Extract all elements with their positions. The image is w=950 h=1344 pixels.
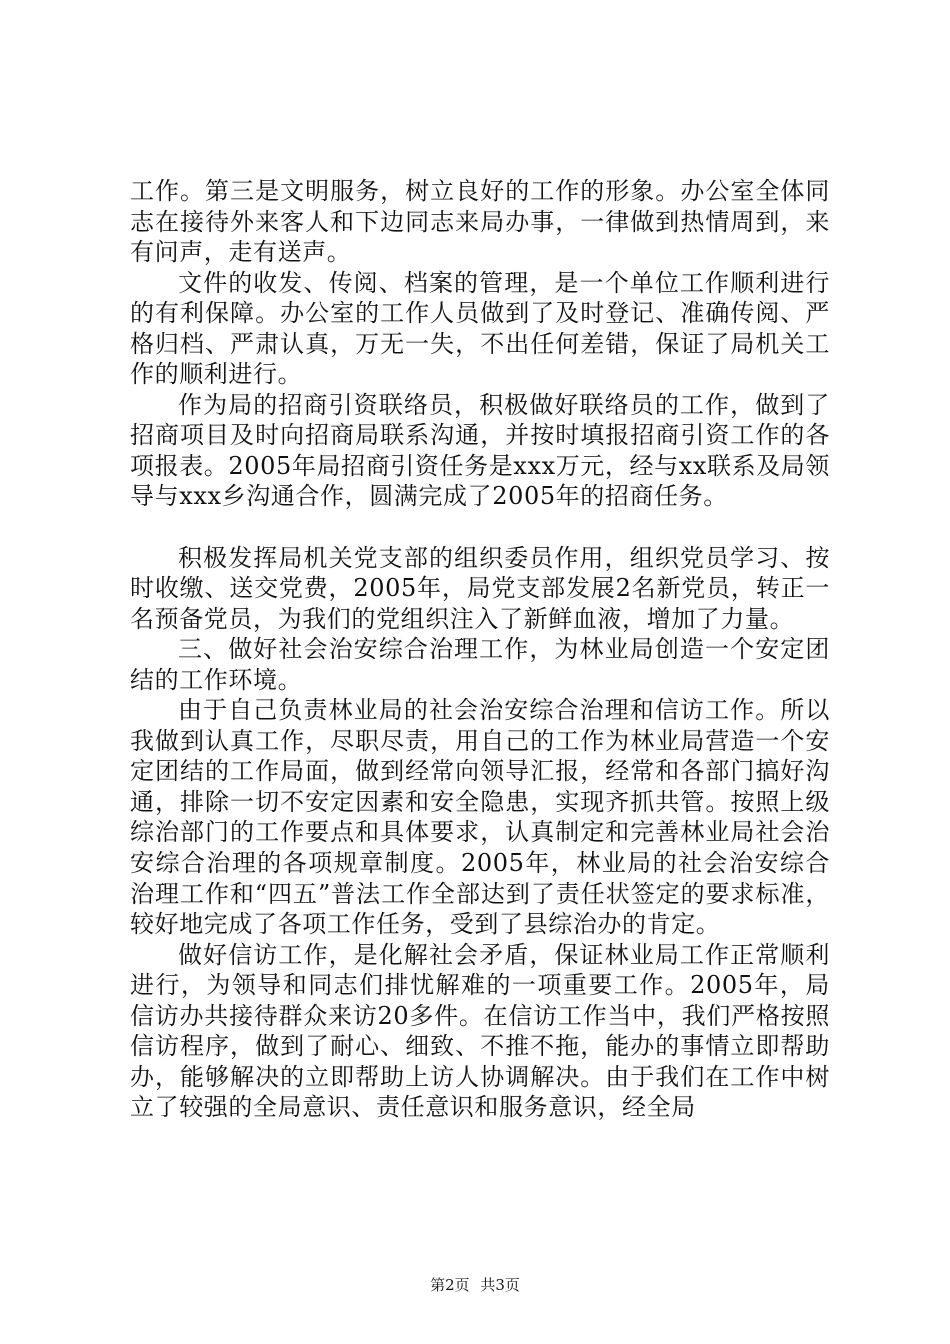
paragraph-4: 积极发挥局机关党支部的组织委员作用，组织党员学习、按时收缴、送交党费，2005年，局党支部发展2名新党员，转正一名预备党员，为我们的党组织注入了新鲜血液，增加了力量。 [130, 543, 830, 633]
paragraph-1: 工作。第三是文明服务，树立良好的工作的形象。办公室全体同志在接待外来客人和下边同志来局办事，一律做到热情周到，来有问声，走有送声。 [130, 177, 830, 267]
paragraph-7: 做好信访工作，是化解社会矛盾，保证林业局工作正常顺利进行，为领导和同志们排忧解难的一项重要工作。2005年，局信访办共接待群众来访20多件。在信访工作当中，我们严格按照信访程序，做到了耐心、细致、不推不拖，能办的事情立即帮助办，能够解决的立即帮助上访人协调解决。由于我们在工作中树立了较强的全局意识、责任意识和服务意识，经全局 [130, 940, 830, 1122]
paragraph-3: 作为局的招商引资联络员，积极做好联络员的工作，做到了招商项目及时向招商局联系沟通，并按时填报招商引资工作的各项报表。2005年局招商引资任务是xxx万元，经与xx联系及局领导与xxx乡沟通合作，圆满完成了2005年的招商任务。 [130, 390, 830, 511]
blank-line [130, 512, 830, 543]
section-heading: 三、做好社会治安综合治理工作，为林业局创造一个安定团结的工作环境。 [130, 635, 830, 694]
document-body [130, 176, 830, 1123]
paragraph-2: 文件的收发、传阅、档案的管理，是一个单位工作顺利进行的有利保障。办公室的工作人员做到了及时登记、准确传阅、严格归档、严肃认真，万无一失，不出任何差错，保证了局机关工作的顺利进行。 [130, 268, 830, 389]
page-total: 共3页 [480, 1276, 520, 1294]
page-footer [0, 1274, 950, 1295]
page-number: 第2页 [430, 1276, 470, 1294]
paragraph-6: 由于自己负责林业局的社会治安综合治理和信访工作。所以我做到认真工作，尽职尽责，用自己的工作为林业局营造一个安定团结的工作局面，做到经常向领导汇报，经常和各部门搞好沟通，排除一切不安定因素和安全隐患，实现齐抓共管。按照上级综治部门的工作要点和具体要求，认真制定和完善林业局社会治安综合治理的各项规章制度。2005年，林业局的社会治安综合治理工作和“四五”普法工作全部达到了责任状签定的要求标准，较好地完成了各项工作任务，受到了县综治办的肯定。 [130, 696, 830, 939]
